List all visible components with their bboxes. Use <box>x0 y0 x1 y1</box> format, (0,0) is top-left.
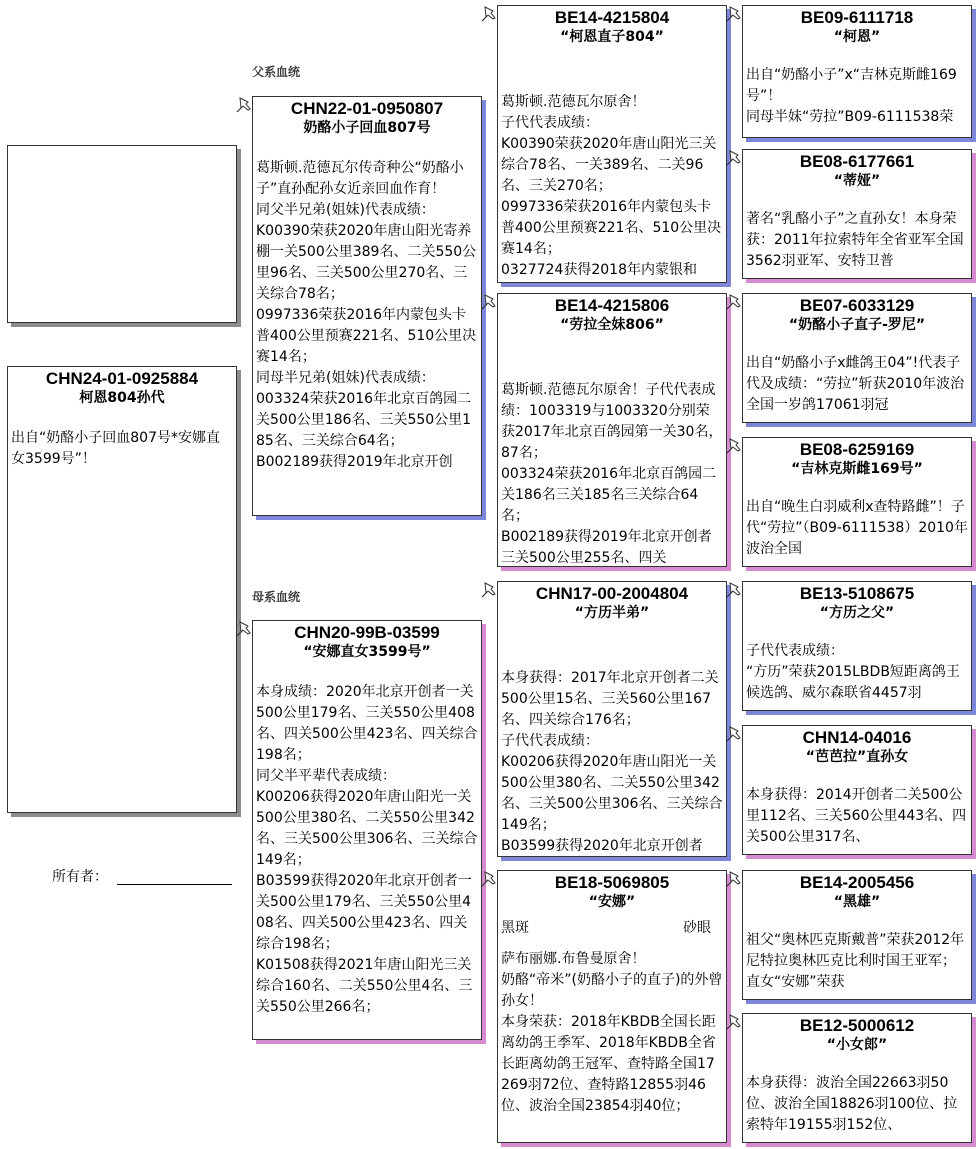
sire-sire-ring: BE14-4215804 <box>554 8 670 27</box>
dam-dam-name: “安娜” <box>588 894 636 910</box>
sss-card <box>742 5 972 138</box>
pin-icon <box>726 1014 742 1030</box>
photo-frame <box>7 145 237 323</box>
owner-signature-line <box>117 884 232 885</box>
pin-icon <box>236 621 252 637</box>
sire-dam-ring: BE14-4215806 <box>554 296 670 315</box>
dss-desc: 子代代表成绩： “方历”荣获2015LBDB短距离鸽王候选鸽、威尔森联省4457羽 <box>746 643 960 701</box>
sss-desc: 出自“奶酪小子”x“吉林克斯雌169号”！ 同母半妹“劳拉”B09-6111538荣 <box>746 67 957 125</box>
dam-sire-ring: CHN17-00-2004804 <box>535 584 689 603</box>
dam-sire-card <box>497 581 727 857</box>
pin-icon <box>726 438 742 454</box>
pin-icon <box>481 582 497 598</box>
sdd-ring: BE08-6259169 <box>799 440 915 459</box>
ssd-ring: BE08-6177661 <box>799 152 915 171</box>
sire-dam-name: “劳拉全妹806” <box>560 317 664 333</box>
dss-ring: BE13-5108675 <box>799 584 915 603</box>
dss-card <box>742 581 972 711</box>
ddd-card <box>742 1013 972 1143</box>
pin-icon <box>726 294 742 310</box>
dam-dam-color: 黑斑 <box>501 920 529 936</box>
dam-sire-desc: 本身获得：2017年北京开创者二关500公里15名、三关560公里167名、四关综合176名； 子代代表成绩： K00206获得2020年唐山阳光一关500公里380名、二关550公里342名、三关500公里306名、三关综合149名； B03599获得2020年北京开创者 <box>501 670 723 854</box>
subject-name: 柯恩804孙代 <box>79 390 165 406</box>
pin-icon <box>481 871 497 887</box>
sire-card <box>252 96 482 516</box>
pin-icon <box>726 726 742 742</box>
pin-icon <box>481 6 497 22</box>
sire-dam-card <box>497 293 727 567</box>
owner-label: 所有者： <box>52 869 108 885</box>
sss-ring: BE09-6111718 <box>800 8 914 27</box>
dam-desc: 本身成绩：2020年北京开创者一关500公里179名、三关550公里408名、四关500公里423名、四关综合198名； 同父半平辈代表成绩： K00206获得2020年唐山阳光一关500公里380名、二关550公里342名、三关500公里306名、三关综合149名； B03599获得2020年北京开创者一关500公里179名、三关550公里408名、四关500公里423名、四关综合198名； K01508获得2021年唐山阳光三关综合160名、二关550公里4名、三关550公里266名； <box>256 684 478 1015</box>
sire-ring: CHN22-01-0950807 <box>290 99 444 118</box>
dsd-desc: 本身获得：2014开创者二关500公里112名、三关560公里443名、四关500公里317名、 <box>746 787 967 845</box>
pin-icon <box>726 150 742 166</box>
dam-dam-card <box>497 870 727 1143</box>
dds-name: “黑雄” <box>833 894 881 910</box>
sdd-name: “吉林克斯雌169号” <box>791 461 923 477</box>
sss-name: “柯恩” <box>833 29 881 45</box>
paternal-section-label: 父系血统 <box>252 65 301 79</box>
sdd-desc: 出自“晚生白羽威利x查特路雌”！子代“劳拉”（B09-6111538）2010年波治全国 <box>746 499 968 557</box>
sds-card <box>742 293 972 423</box>
sds-desc: 出自“奶酪小子x雌鸽王04”!代表子代及成绩：“劳拉”斩获2010年波治全国一岁鸽17061羽冠 <box>746 355 965 413</box>
ddd-desc: 本身获得：波治全国22663羽50位、波治全国18826羽100位、拉索特年19155羽152位、 <box>746 1075 958 1133</box>
subject-desc: 出自“奶酪小子回血807号*安娜直女3599号”！ <box>11 430 220 467</box>
dsd-ring: CHN14-04016 <box>802 728 912 747</box>
dss-name: “方历之父” <box>819 605 895 621</box>
pin-icon <box>726 871 742 887</box>
sire-sire-desc: 葛斯顿.范德瓦尔原舍！ 子代代表成绩： K00390荣获2020年唐山阳光三关综合78名、一关389名、二关96名、三关270名； 0997336荣获2016年内蒙包头卡普400公里预赛221名、510公里决赛14名； 0327724获得2018年内蒙银和 <box>501 94 722 278</box>
ssd-name: “蒂娅” <box>833 173 881 189</box>
pin-icon <box>236 97 252 113</box>
dds-ring: BE14-2005456 <box>799 873 915 892</box>
dds-card <box>742 870 972 1000</box>
sds-ring: BE07-6033129 <box>799 296 915 315</box>
sire-desc: 葛斯顿.范德瓦尔传奇种公“奶酪小子”直孙配孙女近亲回血作育！ 同父半兄弟(姐妹)代表成绩： K00390荣获2020年唐山阳光寄养棚一关500公里389名、二关550公里96名、三关500公里270名、三关综合78名； 0997336荣获2016年内蒙包头卡普400公里预赛221名、510公里决赛14名； 同母半兄弟(姐妹)代表成绩： 003324荣获2016年北京百鸽园二关500公里186名、三关550公里185名、三关综合64名； B002189获得2019年北京开创 <box>256 160 477 470</box>
ssd-desc: 著名“乳酪小子”之直孙女！本身荣获：2011年拉索特年全省亚军全国3562羽亚军、安特卫普 <box>746 211 964 269</box>
pin-icon <box>481 294 497 310</box>
sire-sire-name: “柯恩直子804” <box>560 29 664 45</box>
pin-icon <box>726 6 742 22</box>
ssd-card <box>742 149 972 279</box>
dam-sire-name: “方历半弟” <box>574 605 650 621</box>
dam-dam-ring: BE18-5069805 <box>554 873 670 892</box>
sire-sire-card <box>497 5 727 283</box>
sire-dam-desc: 葛斯顿.范德瓦尔原舍！子代代表成绩：1003319与1003320分别荣获2017年北京百鸽园第一关30名，87名； 003324荣获2016年北京百鸽园二关186名三关185名三关综合64名； B002189获得2019年北京开创者三关500公里255名、四关 <box>501 382 723 566</box>
sire-name: 奶酪小子回血807号 <box>303 120 431 136</box>
sdd-card <box>742 437 972 567</box>
pin-icon <box>726 582 742 598</box>
maternal-section-label: 母系血统 <box>252 590 301 604</box>
subject-ring: CHN24-01-0925884 <box>45 369 199 388</box>
subject-card <box>7 366 237 813</box>
dsd-name: “芭芭拉”直孙女 <box>805 749 909 765</box>
dam-card <box>252 620 482 1040</box>
dsd-card <box>742 725 972 855</box>
dam-dam-eye: 砂眼 <box>683 920 711 936</box>
dam-ring: CHN20-99B-03599 <box>294 623 440 642</box>
dam-dam-traits <box>498 918 726 939</box>
ddd-ring: BE12-5000612 <box>799 1016 915 1035</box>
sds-name: “奶酪小子直子-罗尼” <box>788 317 926 333</box>
dds-desc: 祖父“奥林匹克斯戴普”荣获2012年尼特拉奥林匹克比利时国王亚军；直女“安娜”荣获 <box>746 932 965 990</box>
ddd-name: “小女郎” <box>826 1037 888 1053</box>
dam-dam-desc: 萨布丽娜.布鲁曼原舍！ 奶酪“帝米”(奶酪小子的直子)的外曾孙女！ 本身荣获：2018年KBDB全国长距离幼鸽王季军、2018年KBDB全省长距离幼鸽王冠军、查特路全国17269羽72位、查特路12855羽46位、波治全国23854羽40位； <box>501 951 723 1114</box>
dam-name: “安娜直女3599号” <box>303 644 431 660</box>
